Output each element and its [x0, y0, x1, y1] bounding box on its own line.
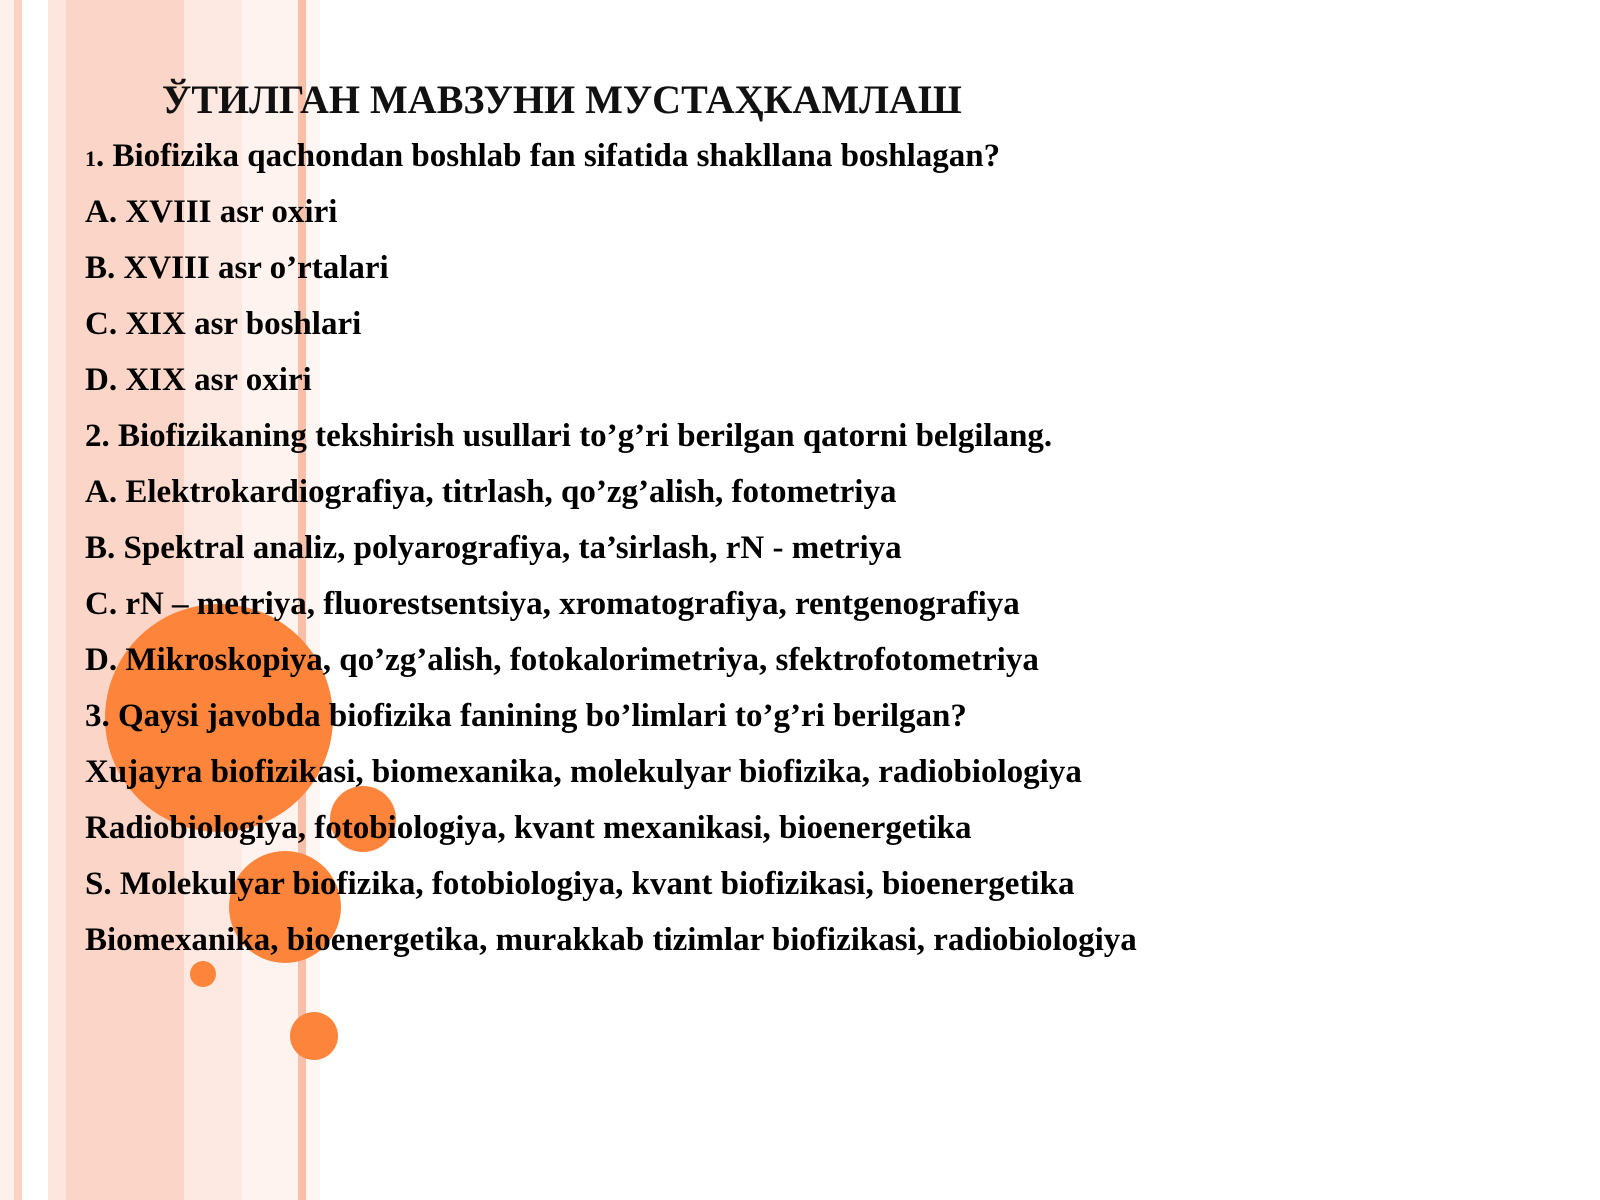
answer-option: A. XVIII asr oxiri — [85, 194, 338, 230]
question-2: 2. Biofizikaning tekshirish usullari to’g’ri berilgan qatorni belgilang. — [85, 418, 1053, 454]
background-stripe — [22, 0, 48, 1200]
question-text: . Biofizika qachondan boshlab fan sifatida shakllana boshlagan? — [96, 138, 1001, 174]
background-stripe — [0, 0, 14, 1200]
decorative-circle-small — [290, 1012, 338, 1060]
background-stripe — [48, 0, 66, 1200]
quiz-content — [85, 128, 1137, 968]
question-3: 3. Qaysi javobda biofizika fanining bo’limlari to’g’ri berilgan? — [85, 698, 967, 734]
answer-option: D. XIX asr oxiri — [85, 362, 312, 398]
answer-option: C. XIX asr boshlari — [85, 306, 362, 342]
answer-option: Biomexanika, bioenergetika, murakkab tizimlar biofizikasi, radiobiologiya — [85, 922, 1137, 958]
answer-option: D. Mikroskopiya, qo’zg’alish, fotokalorimetriya, sfektrofotometriya — [85, 642, 1039, 678]
slide-title: ЎТИЛГАН МАВЗУНИ МУСТАҲКАМЛАШ — [162, 77, 962, 122]
answer-option: C. rN – metriya, fluorestsentsiya, xromatografiya, rentgenografiya — [85, 586, 1020, 622]
answer-option: A. Elektrokardiografiya, titrlash, qo’zg’alish, fotometriya — [85, 474, 897, 510]
answer-option: S. Molekulyar biofizika, fotobiologiya, kvant biofizikasi, bioenergetika — [85, 866, 1075, 902]
answer-option: B. XVIII asr o’rtalari — [85, 250, 389, 286]
question-1 — [85, 128, 1137, 184]
background-stripe — [14, 0, 22, 1200]
answer-option: Radiobiologiya, fotobiologiya, kvant mexanikasi, bioenergetika — [85, 810, 972, 846]
answer-option: Xujayra biofizikasi, biomexanika, molekulyar biofizika, radiobiologiya — [85, 754, 1082, 790]
question-number: 1 — [85, 146, 96, 171]
answer-option: B. Spektral analiz, polyarografiya, ta’sirlash, rN - metriya — [85, 530, 902, 566]
